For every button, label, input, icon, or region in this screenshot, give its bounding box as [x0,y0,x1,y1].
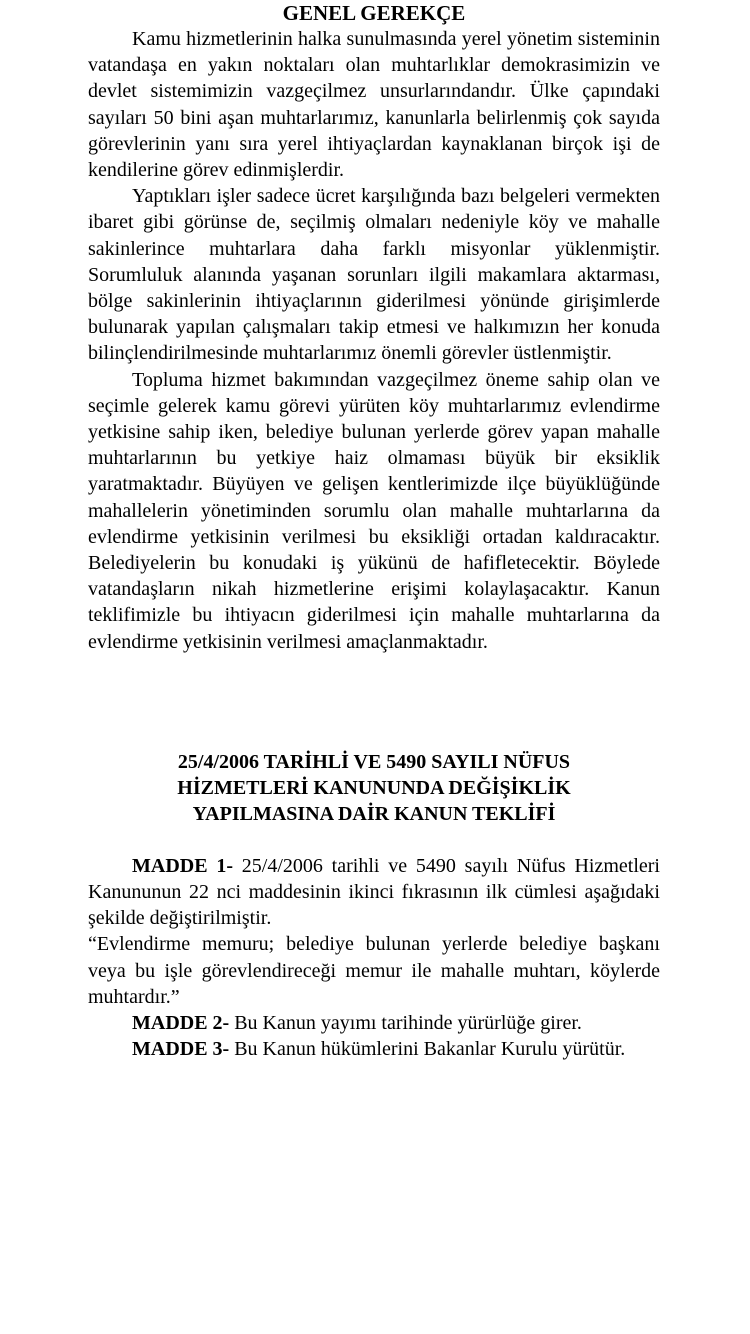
genel-gerekce-title: GENEL GEREKÇE [282,1,466,25]
madde-3-text: Bu Kanun hükümlerini Bakanlar Kurulu yürütür. [229,1038,626,1061]
madde-1-quote: “Evlendirme memuru; belediye bulunan yerlerde belediye başkanı veya bu işle görevlendireceği memur ile mahalle muhtarı, köylerde muhtardır.” [88,933,660,1008]
madde-2-text: Bu Kanun yayımı tarihinde yürürlüğe girer. [229,1012,582,1035]
document-page [88,0,660,1063]
madde-1 [88,853,660,932]
title-spacer [88,827,660,853]
kanun-title-line-2: HİZMETLERİ KANUNUNDA DEĞİŞİKLİK [177,776,571,799]
madde-1-text: 25/4/2006 tarihli ve 5490 sayılı Nüfus Hizmetleri Kanununun 22 nci maddesinin ikinci fıkrasının ilk cümlesi aşağıdaki şekilde değiştirilmiştir. [88,854,660,930]
kanun-teklifi-title [88,749,660,827]
madde-3 [88,1036,660,1062]
gerekce-paragraph-3: Topluma hizmet bakımından vazgeçilmez öneme sahip olan ve seçimle gelerek kamu görevi yürüten köy muhtarlarımız evlendirme yetkisine sahip iken, belediye bulunan yerlerde görev yapan mahalle muhtarlarının bu yetkiye haiz olmaması büyük bir eksiklik yaratmaktadır. Büyüyen ve gelişen kentlerimizde ilçe büyüklüğünde mahallelerin yönetiminden sorumlu olan mahalle muhtarlarına da evlendirme yetkisinin verilmesi bu eksikliği ortadan kaldıracaktır. Belediyelerin bu konudaki iş yükünü de hafifletecektir. Böylede vatandaşların nikah hizmetlerine erişimi kolaylaşacaktır. Kanun teklifimizle bu ihtiyacın giderilmesi için mahalle muhtarlarına da evlendirme yetkisinin verilmesi amaçlanmaktadır. [88,368,660,653]
madde-1-label: MADDE 1- [132,854,233,877]
kanun-title-line-1: 25/4/2006 TARİHLİ VE 5490 SAYILI NÜFUS [177,750,571,773]
gerekce-paragraph-2: Yaptıkları işler sadece ücret karşılığında bazı belgeleri vermekten ibaret gibi görünse de, seçilmiş olmaları nedeniyle köy ve mahalle sakinlerince muhtarlara daha farklı misyonlar yüklenmiştir. Sorumluluk alanında yaşanan sorunları ilgili makamlara aktarması, bölge sakinlerinin ihtiyaçlarının giderilmesi yönünde girişimlerde bulunarak yapılan çalışmaları takip etmesi ve halkımızın her konuda bilinçlendirilmesinde muhtarlarımız önemli görevler üstlenmiştir. [88,185,660,365]
madde-2-label: MADDE 2- [132,1012,230,1035]
kanun-title-line-3: YAPILMASINA DAİR KANUN TEKLİFİ [192,802,556,825]
gerekce-paragraph-1: Kamu hizmetlerinin halka sunulmasında yerel yönetim sisteminin vatandaşa en yakın noktaları olan muhtarlıklar demokrasimizin ve devlet sistemimizin vazgeçilmez unsurlarındandır. Ülke çapındaki sayıları 50 bini aşan muhtarlarımız, kanunlarla belirlenmiş çok sayıda görevlerinin yanı sıra yerel ihtiyaçlardan kaynaklanan birçok işi de kendilerine görev edinmişlerdir. [88,28,660,182]
section-spacer [88,655,660,749]
madde-3-label: MADDE 3- [132,1038,230,1061]
madde-2 [88,1010,660,1036]
